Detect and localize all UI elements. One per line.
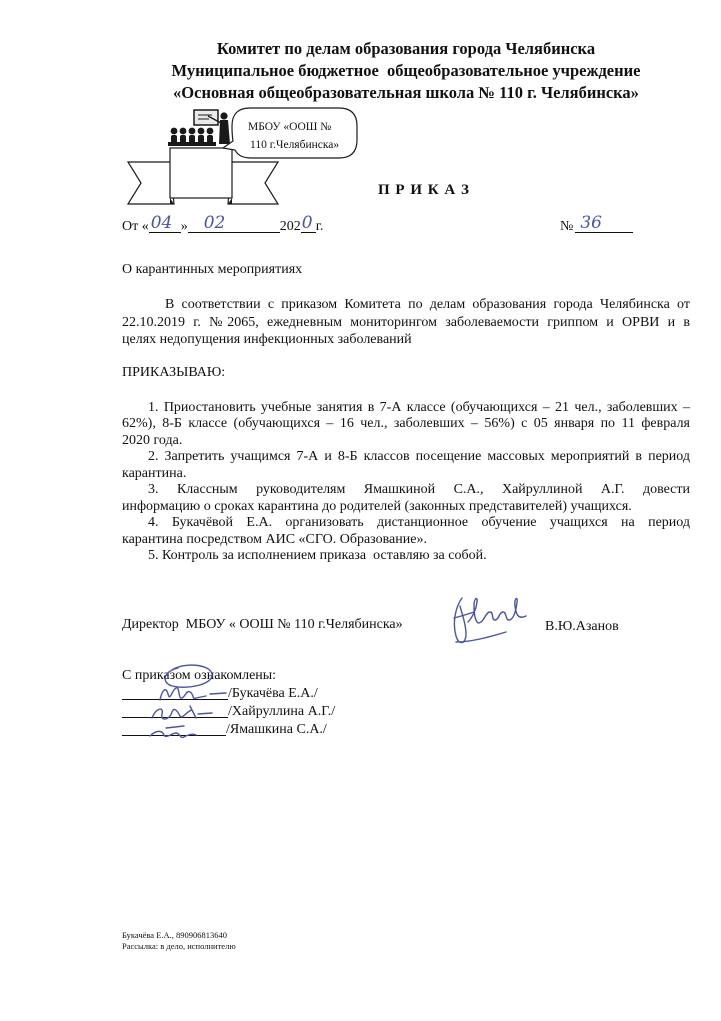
acknowledgement-heading: С приказом ознакомлены:: [122, 668, 277, 683]
footer-executor: Букачёва Е.А., 890906813640: [122, 930, 228, 940]
date-day-handwritten: 04: [150, 213, 173, 233]
preamble-line: В соответствии с приказом Комитета по делам образования города Челябинска от: [165, 297, 690, 312]
item-1-line: 1. Приостановить учебные занятия в 7-А классе (обучающихся – 21 чел., заболевших –: [148, 399, 690, 415]
signature-khairullina: [152, 706, 212, 719]
item-1-line: 62%), 8-Б классе (обучающихся – 16 чел., заболевших – 56%) с 05 января по 11 февраля: [122, 416, 690, 432]
signature-bukacheva: [160, 688, 226, 700]
header-committee: Комитет по делам образования города Челябинска: [216, 39, 596, 58]
item-2-line: карантина.: [122, 465, 187, 481]
order-number-handwritten: 36: [580, 213, 602, 233]
acknowledgement-signatures: [138, 656, 242, 746]
teacher-icon: [220, 112, 227, 119]
order-date-line: [122, 213, 324, 236]
date-prefix: От «: [122, 219, 149, 234]
preamble-line: 22.10.2019 г. №2065, ежедневным мониторингом заболеваемости гриппом и ОРВИ и в: [122, 314, 690, 330]
date-suffix: г.: [315, 219, 324, 234]
order-items: [122, 400, 690, 565]
order-preamble: [122, 296, 690, 349]
date-year-digit-handwritten: 0: [301, 213, 313, 233]
ribbon-center-panel: [170, 148, 232, 198]
order-number-label: №: [560, 219, 574, 234]
preamble-line: целях недопущения инфекционных заболеваний: [122, 332, 412, 347]
date-day-field: [149, 213, 181, 233]
acknowledgement-name: /Ямашкина С.А./: [226, 722, 327, 737]
item-3-line: 3. Классным руководителям Ямашкиной С.А., Хайруллиной А.Г. довести: [148, 482, 690, 498]
date-year-prefix: 202: [279, 219, 301, 234]
order-title: П Р И К А З: [378, 182, 470, 198]
order-number-field: [575, 213, 633, 233]
director-name: В.Ю.Азанов: [545, 619, 619, 634]
header-school-name: «Основная общеобразовательная школа № 110 г. Челябинска»: [173, 83, 639, 102]
chalkboard-icon: [194, 110, 218, 125]
acknowledgement-name: /Букачёва Е.А./: [228, 686, 318, 701]
header-institution-type: Муниципальное бюджетное общеобразовательное учреждение: [171, 61, 641, 80]
order-command: ПРИКАЗЫВАЮ:: [122, 365, 226, 380]
classroom-icon: [168, 110, 230, 146]
item-4-line: карантина посредством АИС «СГО. Образование».: [122, 531, 427, 547]
ribbon-left-wing: [128, 162, 174, 204]
item-5-line: 5. Контроль за исполнением приказа оставляю за собой.: [148, 548, 487, 564]
director-signature: [446, 592, 532, 650]
document-footer: [122, 930, 236, 952]
logo-bubble-line1: МБОУ «ООШ №: [248, 121, 332, 133]
director-position: Директор МБОУ « ООШ № 110 г.Челябинска»: [122, 617, 403, 632]
date-month-handwritten: 02: [203, 213, 226, 233]
signature-yamashkina: [150, 726, 196, 737]
date-quote-close: »: [180, 219, 188, 234]
acknowledgement-name: /Хайруллина А.Г./: [228, 704, 336, 719]
ribbon-right-wing: [228, 162, 278, 204]
handwritten-oval-mark: [165, 665, 212, 687]
order-number: [560, 213, 633, 236]
desk-icon: [168, 142, 216, 146]
date-month-field: [188, 213, 280, 233]
footer-distribution: Рассылка: в дело, исполнителю: [122, 941, 236, 951]
order-subject: О карантинных мероприятиях: [122, 262, 303, 277]
date-year-digit-field: [301, 213, 316, 233]
item-2-line: 2. Запретить учащимся 7-А и 8-Б классов посещение массовых мероприятий в период: [148, 449, 690, 465]
item-4-line: 4. Букачёвой Е.А. организовать дистанционное обучение учащихся на период: [148, 515, 690, 531]
item-1-line: 2020 года.: [122, 432, 183, 448]
document-header: [122, 38, 690, 104]
logo-bubble-line2: 110 г.Челябинска»: [250, 139, 340, 151]
item-3-line: информацию о сроках карантина до родителей (законных представителей) учащихся.: [122, 498, 632, 514]
